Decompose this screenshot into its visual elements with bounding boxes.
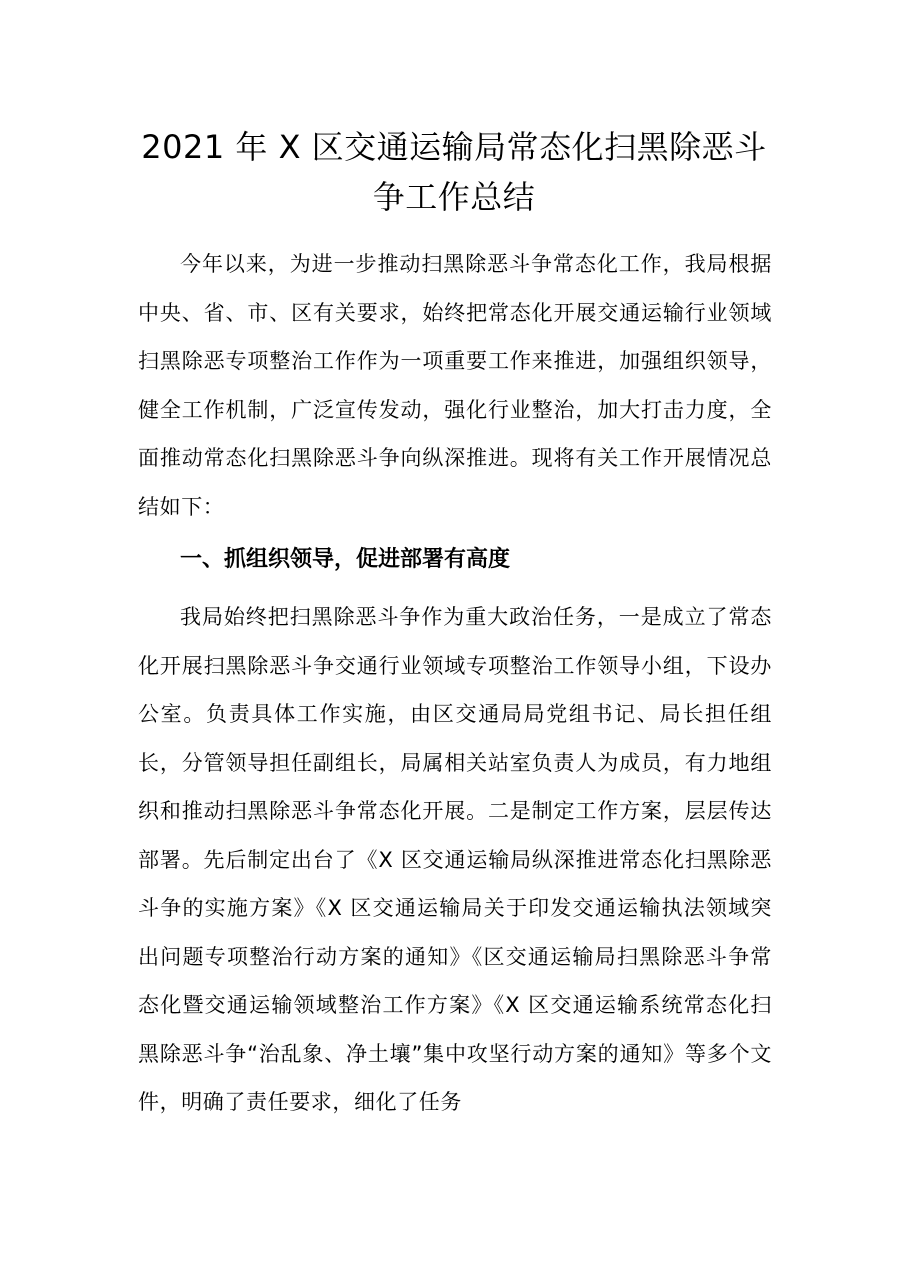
title-line-2: 争工作总结: [372, 178, 536, 216]
document-title: [120, 122, 788, 222]
title-line-1: 2021 年 X 区交通运输局常态化扫黑除恶斗: [141, 128, 767, 166]
section-1-heading: 一、抓组织领导，促进部署有高度: [180, 547, 511, 572]
intro-paragraph: 今年以来，为进一步推动扫黑除恶斗争常态化工作，我局根据中央、省、市、区有关要求，始终把常态化开展交通运输行业领域扫黑除恶专项整治工作作为一项重要工作来推进，加强组织领导，健全工作机制，广泛宣传发动，强化行业整治，加大打击力度，全面推动常态化扫黑除恶斗争向纵深推进。现将有关工作开展情况总结如下：: [138, 252, 772, 519]
section-1-paragraph: 我局始终把扫黑除恶斗争作为重大政治任务，一是成立了常态化开展扫黑除恶斗争交通行业领域专项整治工作领导小组，下设办公室。负责具体工作实施，由区交通局局党组书记、局长担任组长，分管领导担任副组长，局属相关站室负责人为成员，有力地组织和推动扫黑除恶斗争常态化开展。二是制定工作方案，层层传达部署。先后制定出台了《X 区交通运输局纵深推进常态化扫黑除恶斗争的实施方案》《X 区交通运输局关于印发交通运输执法领域突出问题专项整治行动方案的通知》《区交通运输局扫黑除恶斗争常态化暨交通运输领域整治工作方案》《X 区交通运输系统常态化扫黑除恶斗争“治乱象、净土壤”集中攻坚行动方案的通知》等多个文件，明确了责任要求，细化了任务: [138, 605, 772, 1114]
